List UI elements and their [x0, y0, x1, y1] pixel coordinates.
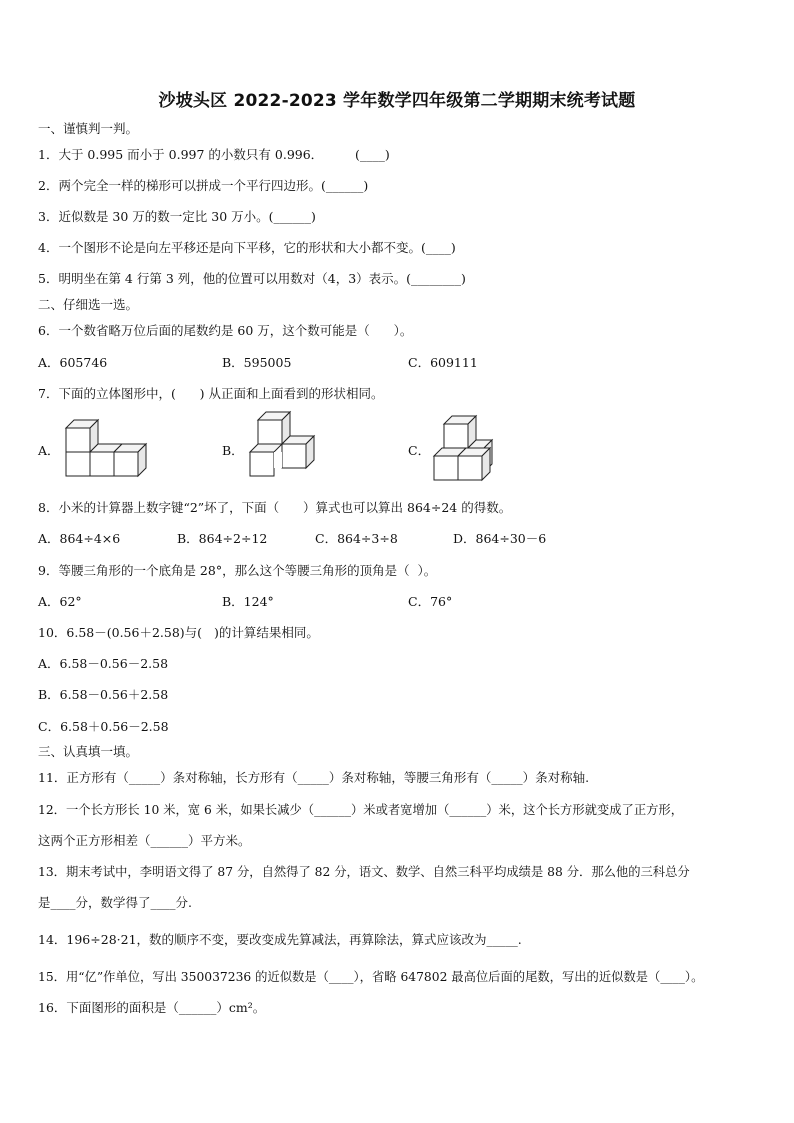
question-13-line-1: 13．期末考试中，李明语文得了 87 分，自然得了 82 分，语文、数学、自然三科平均成绩是 88 分．那么他的三科总分: [38, 865, 690, 879]
q7-option-b: B．: [222, 443, 244, 458]
question-3: 3．近似数是 30 万的数一定比 30 万小。(______): [38, 209, 316, 224]
page-title: 沙坡头区 2022-2023 学年数学四年级第二学期期末统考试题: [158, 91, 636, 111]
question-10: 10．6.58－(0.56＋2.58)与( )的计算结果相同。: [38, 625, 319, 640]
question-5: 5．明明坐在第 4 行第 3 列，他的位置可以用数对（4，3）表示。(________): [38, 271, 466, 286]
q6-option-c: C．609111: [408, 355, 478, 370]
section-heading-1: 一、谨慎判一判。: [38, 121, 139, 136]
q9-option-b: B．124°: [222, 594, 274, 609]
section-heading-3: 三、认真填一填。: [38, 744, 139, 759]
cube-figure-c: [432, 414, 504, 486]
q8-option-d: D．864÷30－6: [453, 531, 547, 546]
q7-option-a: A．: [38, 443, 60, 458]
question-14: 14．196÷28·21，数的顺序不变，要改变成先算减法，再算除法，算式应该改为_____.: [38, 932, 522, 947]
q9-option-c: C．76°: [408, 594, 453, 609]
q8-option-c: C．864÷3÷8: [315, 531, 398, 546]
question-12-line-2: 这两个正方形相差（______）平方米。: [38, 833, 251, 848]
q9-option-a: A．62°: [38, 594, 82, 609]
cube-figure-b: [246, 410, 326, 480]
question-9: 9．等腰三角形的一个底角是 28°，那么这个等腰三角形的顶角是（ ）。: [38, 563, 437, 578]
question-13-line-2: 是____分，数学得了____分.: [38, 895, 192, 910]
question-12-line-1: 12．一个长方形长 10 米，宽 6 米，如果长减少（______）米或者宽增加（______）米，这个长方形就变成了正方形，: [38, 803, 684, 817]
q6-option-a: A．605746: [38, 355, 108, 370]
question-4: 4．一个图形不论是向左平移还是向下平移，它的形状和大小都不变。(____): [38, 240, 456, 255]
question-1: 1．大于 0.995 而小于 0.997 的小数只有 0.996． (____): [38, 147, 390, 162]
q6-option-b: B．595005: [222, 355, 292, 370]
question-16: 16．下面图形的面积是（______）cm²。: [38, 1000, 266, 1015]
q8-option-a: A．864÷4×6: [38, 531, 121, 546]
question-11: 11．正方形有（_____）条对称轴，长方形有（_____）条对称轴，等腰三角形有（_____）条对称轴.: [38, 770, 590, 785]
q10-option-a: A．6.58－0.56－2.58: [38, 656, 169, 671]
question-7: 7．下面的立体图形中，( ) 从正面和上面看到的形状相同。: [38, 386, 384, 401]
q10-option-c: C．6.58＋0.56－2.58: [38, 719, 169, 734]
section-heading-2: 二、仔细选一选。: [38, 297, 139, 312]
question-6: 6．一个数省略万位后面的尾数约是 60 万，这个数可能是（ ）。: [38, 323, 413, 338]
question-2: 2．两个完全一样的梯形可以拼成一个平行四边形。(______): [38, 178, 369, 193]
cube-figure-a: [62, 418, 158, 484]
q7-option-c: C．: [408, 443, 431, 458]
q8-option-b: B．864÷2÷12: [177, 531, 268, 546]
q10-option-b: B．6.58－0.56＋2.58: [38, 687, 169, 702]
question-15: 15．用“亿”作单位，写出 350037236 的近似数是（____），省略 647802 最高位后面的尾数，写出的近似数是（____）。: [38, 970, 704, 984]
question-8: 8．小米的计算器上数字键“2”坏了，下面（ ）算式也可以算出 864÷24 的得数。: [38, 500, 512, 515]
